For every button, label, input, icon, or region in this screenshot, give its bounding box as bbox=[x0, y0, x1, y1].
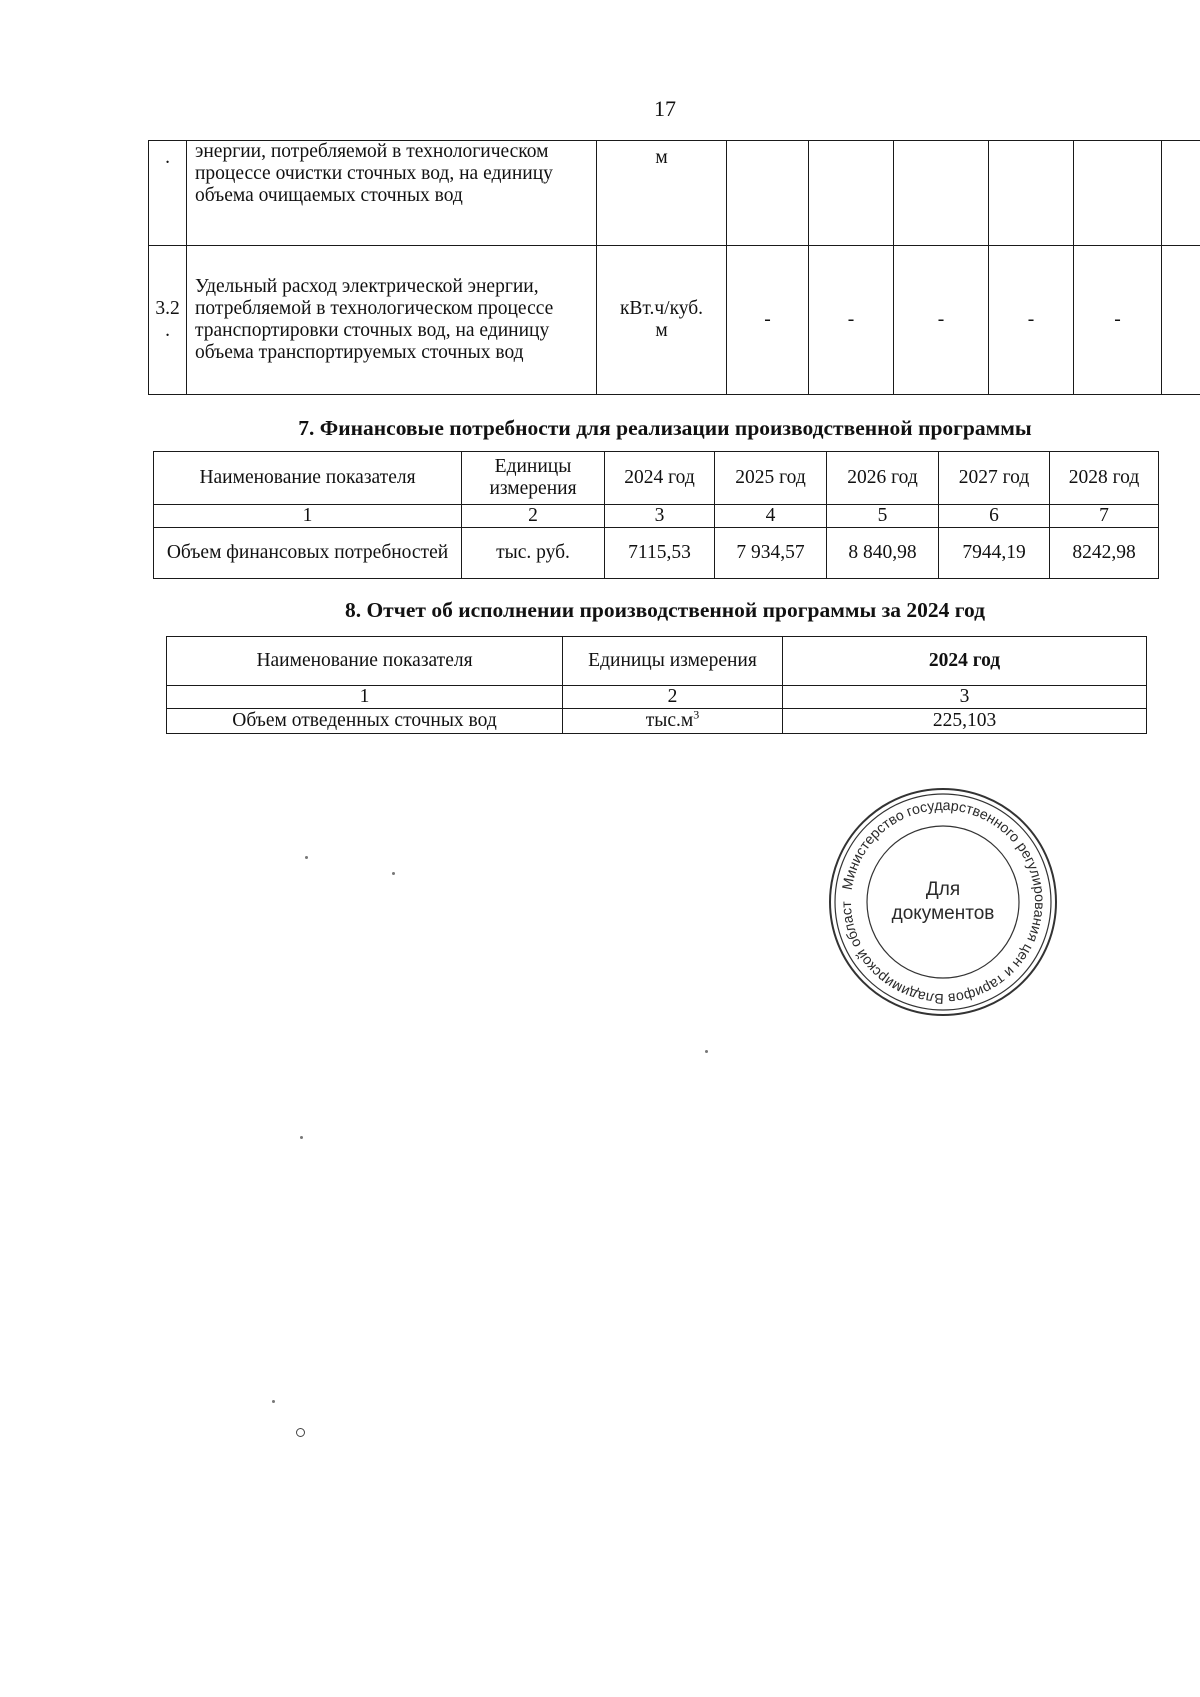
row-value: - bbox=[989, 246, 1074, 395]
row-number: 3.2 . bbox=[149, 246, 187, 395]
column-header: Наименование показателя bbox=[154, 452, 462, 505]
page-number: 17 bbox=[654, 96, 676, 121]
table-row bbox=[149, 246, 1200, 395]
column-header: 2025 год bbox=[715, 452, 827, 505]
column-header: 2024 год bbox=[783, 637, 1147, 686]
row-unit: кВт.ч/куб. м bbox=[597, 246, 727, 395]
row-unit: м bbox=[597, 141, 727, 246]
row-description: Удельный расход электрической энергии, потребляемой в технологическом процессе транспортировки сточных вод, на единицу объема транспортируемых сточных вод bbox=[187, 246, 597, 395]
column-number: 6 bbox=[939, 505, 1050, 528]
row-description: энергии, потребляемой в технологическом процессе очистки сточных вод, на единицу объема очищаемых сточных вод bbox=[187, 141, 597, 246]
row-value: 8 840,98 bbox=[827, 528, 939, 579]
row-value bbox=[809, 141, 894, 246]
row-unit: $тыс.м^3$ bbox=[563, 709, 783, 734]
column-number: 3 bbox=[783, 686, 1147, 709]
column-header: Наименование показателя bbox=[167, 637, 563, 686]
column-header: 2026 год bbox=[827, 452, 939, 505]
row-value: 8242,98 bbox=[1050, 528, 1159, 579]
row-value: - bbox=[727, 246, 809, 395]
stamp-center-line1: Для bbox=[925, 879, 961, 900]
row-name: Объем финансовых потребностей bbox=[154, 528, 462, 579]
table-header-row bbox=[167, 637, 1147, 686]
column-header: Единицы измерения bbox=[462, 452, 605, 505]
row-value bbox=[727, 141, 809, 246]
row-value: 225,103 bbox=[783, 709, 1147, 734]
indicators-table-continued bbox=[148, 140, 1200, 395]
row-value bbox=[1074, 141, 1162, 246]
stamp-center-line2: документов bbox=[891, 903, 995, 924]
row-value: - bbox=[894, 246, 989, 395]
scan-speck bbox=[305, 856, 308, 859]
section8-title: 8. Отчет об исполнении производственной программы за 2024 год bbox=[344, 598, 986, 622]
financial-needs-table bbox=[153, 451, 1159, 579]
section7-title: 7. Финансовые потребности для реализации производственной программы bbox=[298, 416, 1032, 440]
row-value: 7944,19 bbox=[939, 528, 1050, 579]
row-value: 7 934,57 bbox=[715, 528, 827, 579]
column-header: 2024 год bbox=[605, 452, 715, 505]
row-name: Объем отведенных сточных вод bbox=[167, 709, 563, 734]
column-header: Единицы измерения bbox=[563, 637, 783, 686]
row-value bbox=[894, 141, 989, 246]
scan-speck bbox=[705, 1050, 708, 1053]
column-number: 1 bbox=[167, 686, 563, 709]
row-value bbox=[989, 141, 1074, 246]
official-stamp bbox=[826, 785, 1060, 1019]
column-number-row bbox=[167, 686, 1147, 709]
column-number: 3 bbox=[605, 505, 715, 528]
scan-speck bbox=[392, 872, 395, 875]
column-number: 7 bbox=[1050, 505, 1159, 528]
column-number: 2 bbox=[563, 686, 783, 709]
table-row bbox=[149, 141, 1200, 246]
stamp-ring-text: Министерство государственного регулирования цен и тарифов Владимирской област bbox=[838, 797, 1048, 1007]
table-header-row bbox=[154, 452, 1159, 505]
scan-ring-mark bbox=[296, 1428, 305, 1437]
scan-speck bbox=[272, 1400, 275, 1403]
column-number: 2 bbox=[462, 505, 605, 528]
column-number: 1 bbox=[154, 505, 462, 528]
scan-speck bbox=[300, 1136, 303, 1139]
table-row bbox=[154, 528, 1159, 579]
row-number: . bbox=[149, 141, 187, 246]
program-report-table bbox=[166, 636, 1147, 734]
column-header: 2027 год bbox=[939, 452, 1050, 505]
row-unit: тыс. руб. bbox=[462, 528, 605, 579]
column-header: 2028 год bbox=[1050, 452, 1159, 505]
column-number-row bbox=[154, 505, 1159, 528]
row-value: - bbox=[809, 246, 894, 395]
table-row bbox=[167, 709, 1147, 734]
column-number: 4 bbox=[715, 505, 827, 528]
row-value: - bbox=[1074, 246, 1162, 395]
row-value: 7115,53 bbox=[605, 528, 715, 579]
column-number: 5 bbox=[827, 505, 939, 528]
